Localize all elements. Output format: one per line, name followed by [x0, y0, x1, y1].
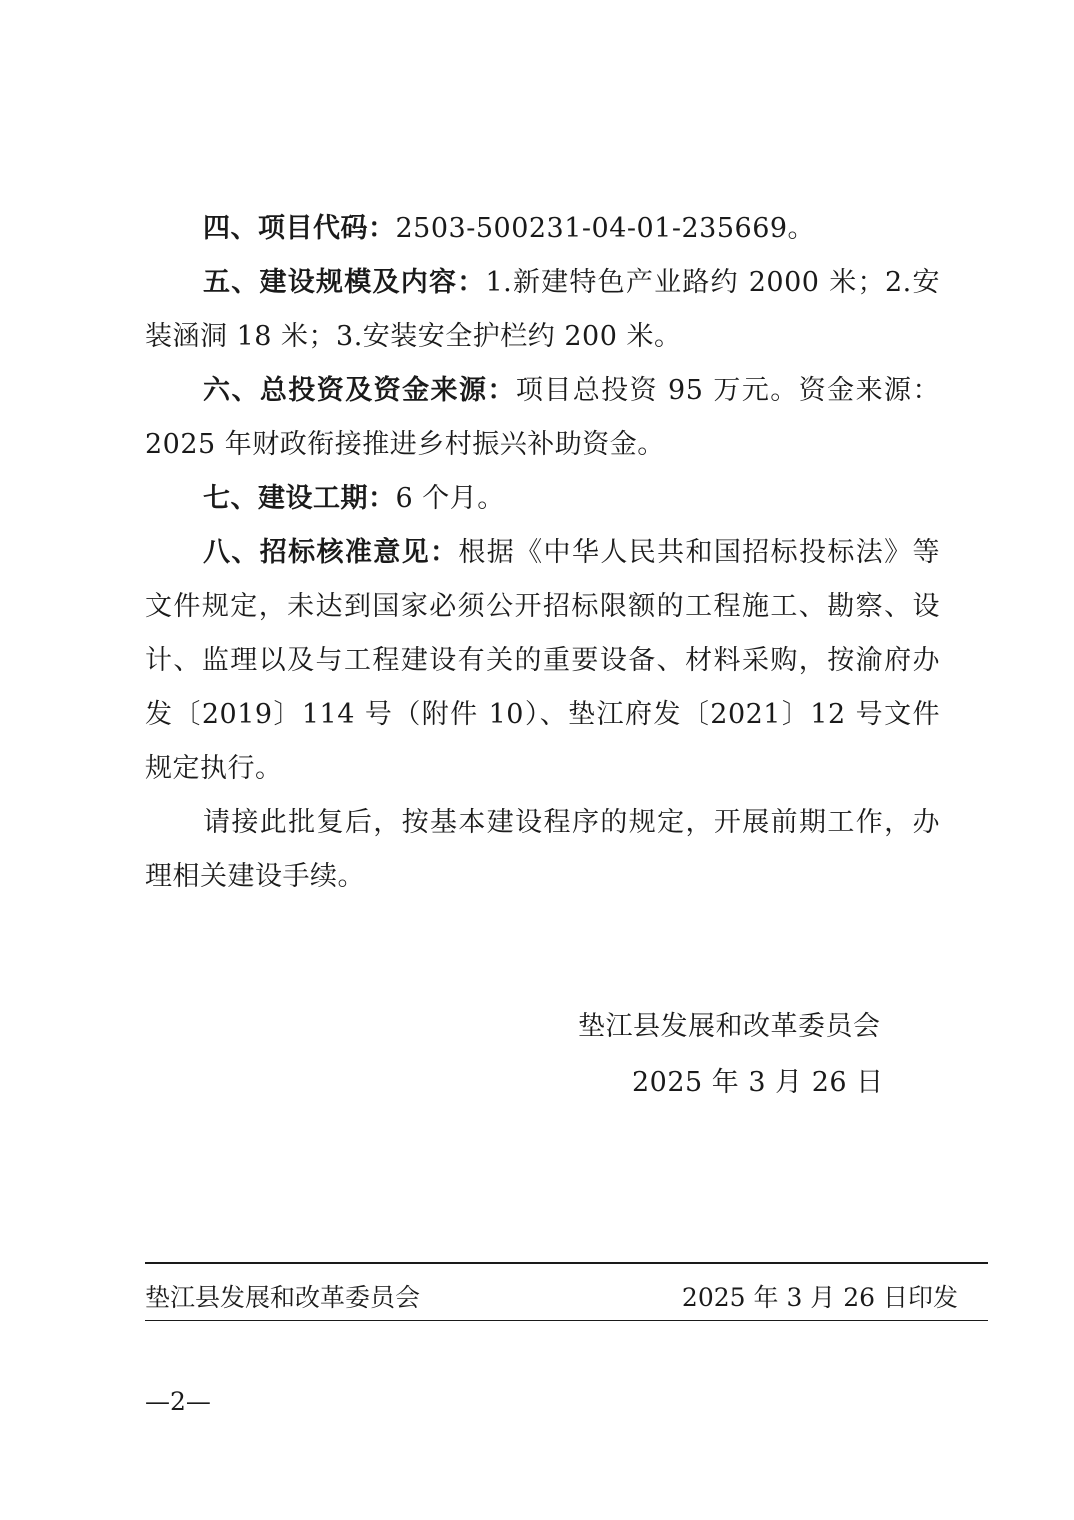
paragraph-text: 项目总投资 95 万元。资金来源：2025 年财政衔接推进乡村振兴补助资金。	[145, 375, 940, 460]
paragraph-construction-period	[145, 472, 940, 526]
footer-bottom-rule	[145, 1320, 988, 1321]
page-number: —2—	[145, 1387, 211, 1416]
signature-organization: 垫江县发展和改革委员会	[578, 1011, 881, 1042]
paragraph-closing-instruction	[145, 796, 940, 904]
paragraph-construction-scale	[145, 256, 940, 364]
footer-top-rule	[145, 1262, 988, 1264]
paragraph-text: 1.新建特色产业路约 2000 米；2.安装涵洞 18 米；3.安装安全护栏约 200 米。	[145, 267, 940, 352]
paragraph-investment	[145, 364, 940, 472]
signature-date: 2025 年 3 月 26 日	[632, 1067, 884, 1098]
paragraph-text: 6 个月。	[395, 483, 505, 514]
paragraph-heading: 五、建设规模及内容：	[203, 267, 486, 298]
paragraph-heading: 四、项目代码：	[203, 213, 396, 244]
footer-print-date: 2025 年 3 月 26 日印发	[681, 1283, 958, 1312]
paragraph-heading: 八、招标核准意见：	[203, 537, 459, 568]
paragraph-text: 请接此批复后，按基本建设程序的规定，开展前期工作，办理相关建设手续。	[145, 807, 940, 892]
paragraph-text: 根据《中华人民共和国招标投标法》等文件规定，未达到国家必须公开招标限额的工程施工、勘察、设计、监理以及与工程建设有关的重要设备、材料采购，按渝府办发〔2019〕114 号（附件 10）、垫江府发〔2021〕12 号文件规定执行。	[145, 537, 941, 784]
paragraph-text: 2503-500231-04-01-235669。	[395, 213, 816, 244]
document-body	[145, 202, 940, 904]
paragraph-bidding-opinion	[145, 526, 940, 796]
paragraph-project-code	[145, 202, 940, 256]
paragraph-heading: 七、建设工期：	[203, 483, 396, 514]
paragraph-heading: 六、总投资及资金来源：	[203, 375, 516, 406]
footer-organization: 垫江县发展和改革委员会	[145, 1283, 421, 1312]
